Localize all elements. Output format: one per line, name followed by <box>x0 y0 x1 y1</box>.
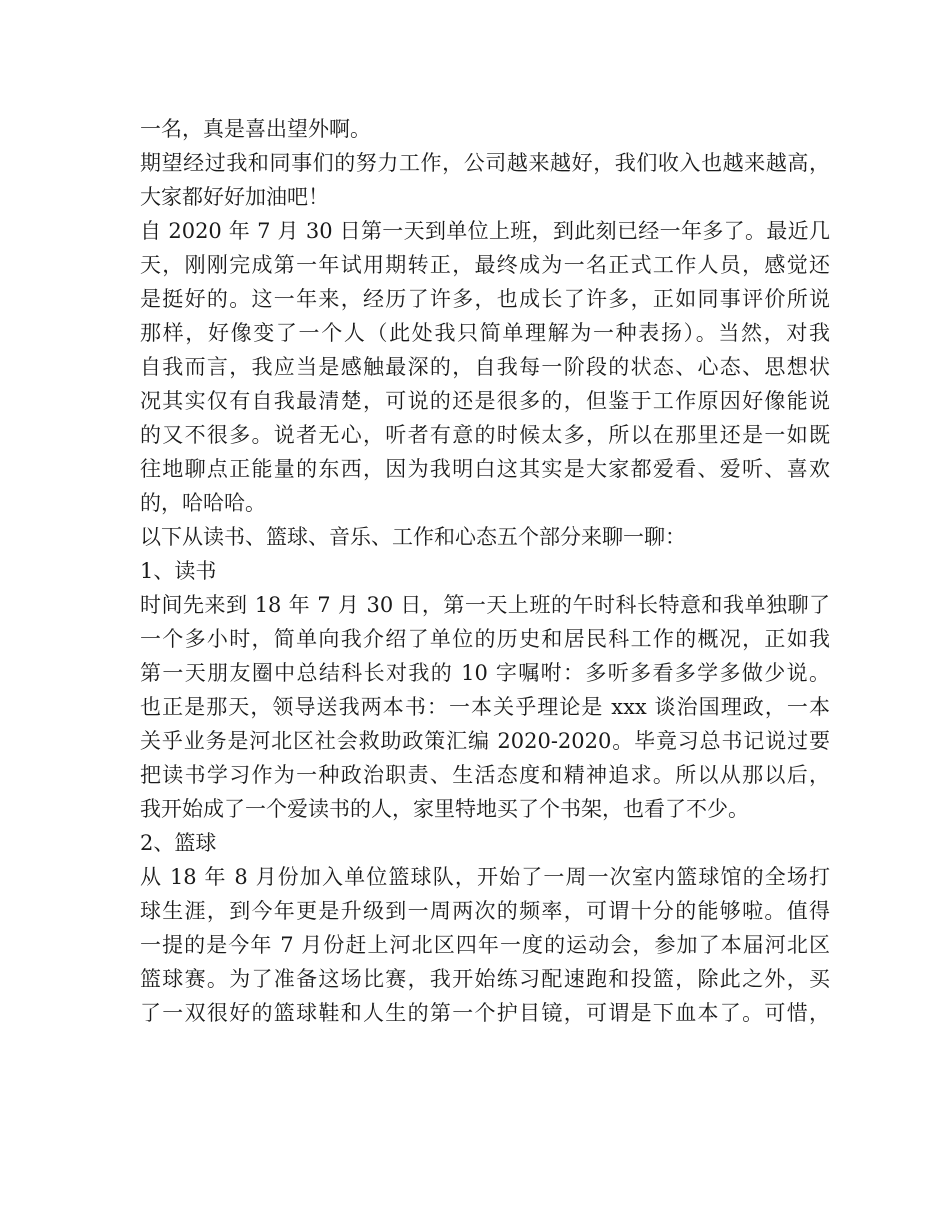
text-line: 了一双很好的篮球鞋和人生的第一个护目镜，可谓是下血本了。可惜， <box>140 1001 830 1025</box>
text-line: 况其实仅有自我最清楚，可说的还是很多的，但鉴于工作原因好像能说 <box>140 389 830 413</box>
text-line: 自 2020 年 7 月 30 日第一天到单位上班，到此刻已经一年多了。最近几 <box>140 219 830 243</box>
text-line: 1、读书 <box>140 559 217 583</box>
text-line: 一名，真是喜出望外啊。 <box>140 117 371 141</box>
text-line: 一提的是今年 7 月份赶上河北区四年一度的运动会，参加了本届河北区 <box>140 933 830 957</box>
text-line: 期望经过我和同事们的努力工作，公司越来越好，我们收入也越来越高， <box>140 151 830 175</box>
text-line: 以下从读书、篮球、音乐、工作和心态五个部分来聊一聊： <box>140 525 686 549</box>
text-line: 那样，好像变了一个人（此处我只简单理解为一种表扬）。当然，对我 <box>140 321 830 345</box>
text-line: 也正是那天，领导送我两本书：一本关乎理论是 xxx 谈治国理政，一本 <box>140 695 830 719</box>
text-line: 第一天朋友圈中总结科长对我的 10 字嘱咐：多听多看多学多做少说。 <box>140 661 830 685</box>
text-line: 一个多小时，简单向我介绍了单位的历史和居民科工作的概况，正如我 <box>140 627 830 651</box>
text-line: 的又不很多。说者无心，听者有意的时候太多，所以在那里还是一如既 <box>140 423 830 447</box>
document-body <box>140 112 830 1030</box>
text-line: 从 18 年 8 月份加入单位篮球队，开始了一周一次室内篮球馆的全场打 <box>140 865 830 889</box>
text-line: 自我而言，我应当是感触最深的，自我每一阶段的状态、心态、思想状 <box>140 355 830 379</box>
text-line: 天，刚刚完成第一年试用期转正，最终成为一名正式工作人员，感觉还 <box>140 253 830 277</box>
text-line: 时间先来到 18 年 7 月 30 日，第一天上班的午时科长特意和我单独聊了 <box>140 593 830 617</box>
text-line: 关乎业务是河北区社会救助政策汇编 2020-2020。毕竟习总书记说过要 <box>140 729 830 753</box>
text-line: 是挺好的。这一年来，经历了许多，也成长了许多，正如同事评价所说 <box>140 287 830 311</box>
text-line: 往地聊点正能量的东西，因为我明白这其实是大家都爱看、爱听、喜欢 <box>140 457 830 481</box>
text-line: 的，哈哈哈。 <box>140 491 266 515</box>
text-line: 我开始成了一个爱读书的人，家里特地买了个书架，也看了不少。 <box>140 797 749 821</box>
text-line: 篮球赛。为了准备这场比赛，我开始练习配速跑和投篮，除此之外，买 <box>140 967 830 991</box>
text-line: 球生涯，到今年更是升级到一周两次的频率，可谓十分的能够啦。值得 <box>140 899 830 923</box>
text-line: 把读书学习作为一种政治职责、生活态度和精神追求。所以从那以后， <box>140 763 830 787</box>
text-line: 大家都好好加油吧！ <box>140 185 329 209</box>
text-line: 2、篮球 <box>140 831 217 855</box>
